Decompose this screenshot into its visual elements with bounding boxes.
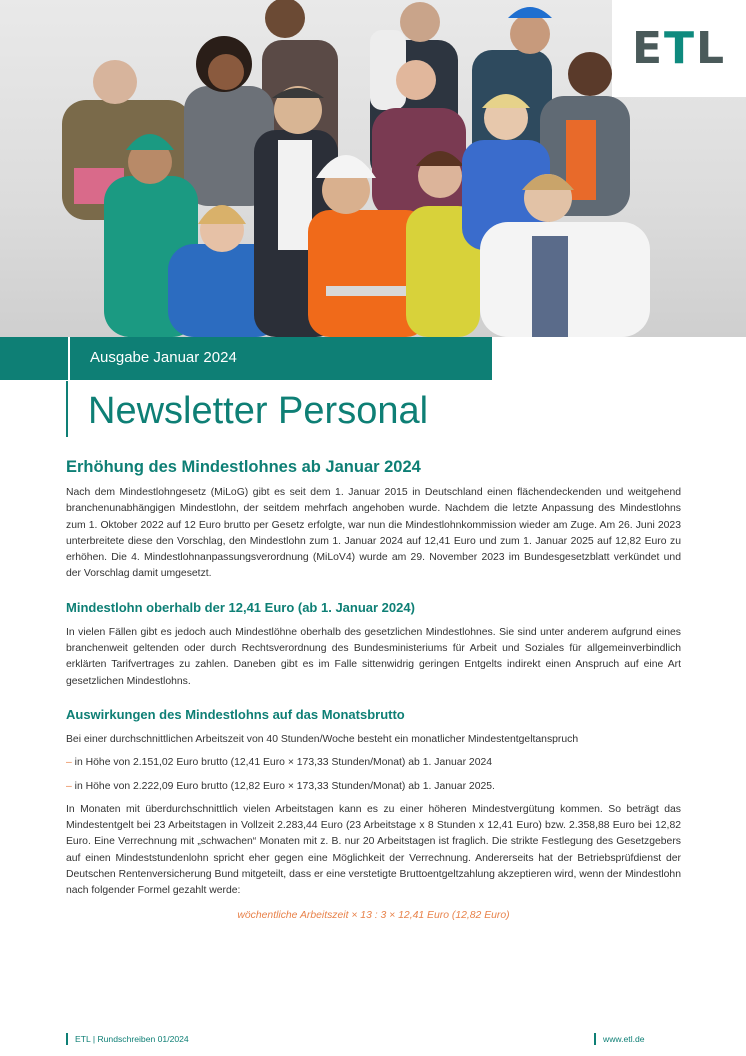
article <box>66 458 681 921</box>
footer-website-link[interactable]: www.etl.de <box>594 1033 645 1045</box>
bullet-marker: – <box>66 780 72 792</box>
issue-label: Ausgabe Januar 2024 <box>90 349 237 366</box>
bullet-text: in Höhe von 2.151,02 Euro brutto (12,41 Euro × 173,33 Stunden/Monat) ab 1. Januar 2024 <box>74 757 493 769</box>
issue-bar <box>0 337 492 380</box>
list-item <box>66 779 681 795</box>
bullet-marker: – <box>66 757 72 769</box>
page-title: Newsletter Personal <box>88 390 429 432</box>
section2-heading: Auswirkungen des Mindestlohns auf das Monatsbrutto <box>66 706 405 722</box>
etl-logo: ETL <box>631 23 727 74</box>
section2-lead: Bei einer durchschnittlichen Arbeitszeit von 40 Stunden/Woche besteht ein monatlicher Mindestentgeltanspruch <box>66 733 579 745</box>
section2-text: In Monaten mit überdurchschnittlich vielen Arbeitstagen kann es zu einer höheren Mindestvergütung kommen. So beträgt das Mindestentgelt bei 23 Arbeitstagen in Vollzeit 2.283,44 Euro (23 Arbeitstage x 8 Stunden x 12,41 Euro) bzw. 2.358,88 Euro bei 12,82 Euro. Eine Verrechnung mit „schwachen“ Monaten mit z. B. nur 20 Arbeitstagen ist fraglich. Die strikte Festlegung des Gesetzgebers auf einen Mindeststundenlohn spricht eher gegen eine Möglichkeit der Verrechnung. Andererseits hat der Betriebsprüfdienst der Deutschen Rentenversicherung Bund mitgeteilt, dass er eine verstetigte Bruttoentgeltzahlung akzeptieren wird, wenn der Mindestlohn nach folgender Formel gezahlt werde: <box>66 803 681 897</box>
title-accent-line <box>66 381 68 437</box>
issue-bar-divider <box>68 337 70 380</box>
hero-photo <box>0 0 746 337</box>
list-item <box>66 755 681 771</box>
article-heading: Erhöhung des Mindestlohnes ab Januar 2024 <box>66 458 421 476</box>
formula: wöchentliche Arbeitszeit × 13 : 3 × 12,41 Euro (12,82 Euro) <box>237 909 510 921</box>
footer-left: ETL | Rundschreiben 01/2024 <box>66 1033 189 1045</box>
section1-text: In vielen Fällen gibt es jedoch auch Mindestlöhne oberhalb des gesetzlichen Mindestlohnes. Sie sind unter anderem aufgrund eines branchenweit geltenden oder durch Rechtsverordnung des Bundesministeriums für Arbeit und Soziales für allgemeinverbindlich erklärten Tarifvertrages zu zahlen. Daneben gibt es im Falle sittenwidrig geringen Entgelts indirekt einen Anspruch auf eine Art gesetzlichen Mindestlohns. <box>66 626 681 687</box>
section1-heading: Mindestlohn oberhalb der 12,41 Euro (ab 1. Januar 2024) <box>66 599 415 615</box>
article-intro: Nach dem Mindestlohngesetz (MiLoG) gibt es seit dem 1. Januar 2015 in Deutschland einen flächendeckenden und weitgehend branchenunabhängigen Mindestlohn, der seitdem mehrfach angehoben wurde. Nachdem die letzte Anpassung des Mindestlohns zum 1. Oktober 2022 auf 12 Euro brutto per Gesetz erfolgte, war nun die Mindestlohnkommission wieder am Zuge. Am 26. Juni 2023 unterbreitete diese den Vorschlag, den Mindestlohn zum 1. Januar 2024 auf 12,41 Euro und zum 1. Januar 2025 auf 12,82 Euro zu erhöhen. Die 4. Mindestlohnanpassungsverordnung (MiLoV4) wurde am 29. November 2023 im Bundesgesetzblatt verkündet und der Vorschlag damit umgesetzt. <box>66 487 681 580</box>
logo-box <box>612 0 746 97</box>
bullet-text: in Höhe von 2.222,09 Euro brutto (12,82 Euro × 173,33 Stunden/Monat) ab 1. Januar 2025. <box>74 780 495 792</box>
